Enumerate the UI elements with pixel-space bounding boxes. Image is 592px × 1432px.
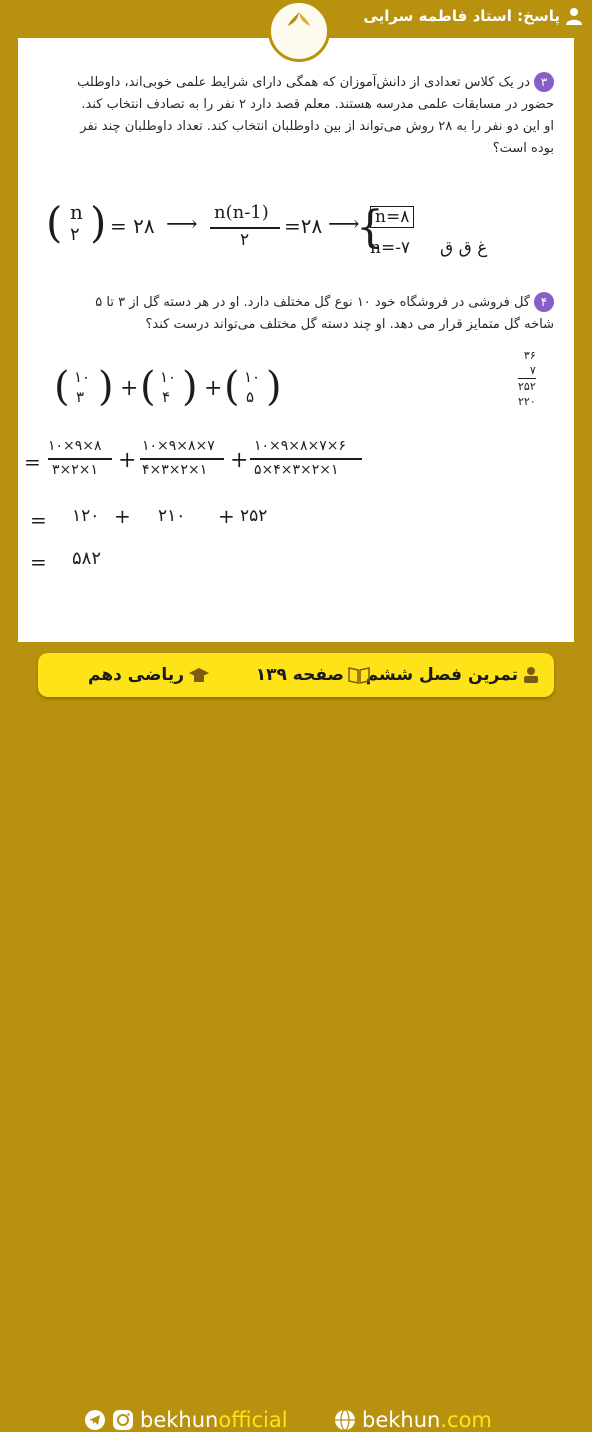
plus-sign: + bbox=[120, 376, 139, 401]
website-link[interactable] bbox=[334, 1408, 492, 1432]
answer-label bbox=[363, 7, 582, 25]
subject-text: ریاضی دهم bbox=[88, 665, 184, 685]
binom1-top: ۱۰ bbox=[74, 368, 91, 386]
side-calc-4: ۲۲۰ bbox=[518, 395, 536, 408]
q3-line-2: حضور در مسابقات علمی مدرسه هستند. معلم قصد دارد ۲ نفر را به تصادف انتخاب کند. bbox=[81, 97, 554, 112]
answer-text: پاسخ: استاد فاطمه سرایی bbox=[363, 7, 560, 25]
user-icon bbox=[566, 7, 582, 25]
question-3-number: ۳ bbox=[534, 72, 554, 92]
q3-line-4: بوده است؟ bbox=[492, 141, 554, 156]
binom-right-paren: ) bbox=[90, 198, 107, 247]
social-handle[interactable] bbox=[84, 1408, 288, 1432]
side-calc-1: ۳۶ bbox=[523, 349, 536, 362]
fraction3-bar bbox=[250, 458, 362, 460]
page-text: صفحه ۱۳۹ bbox=[255, 665, 344, 685]
fraction1-bar bbox=[48, 458, 112, 460]
binom2-bottom: ۴ bbox=[162, 388, 171, 406]
brace-icon: { bbox=[356, 202, 384, 253]
fraction2-denominator: ۴×۳×۲×۱ bbox=[142, 462, 208, 478]
plus-sign: + bbox=[118, 448, 137, 473]
arrow-icon: ⟶ bbox=[328, 212, 360, 237]
rejected-note: غ ق ق bbox=[440, 238, 488, 258]
paren-icon: ( bbox=[224, 364, 240, 410]
plus-sign: + bbox=[204, 376, 223, 401]
graduation-cap-icon bbox=[188, 666, 210, 684]
binom3-top: ۱۰ bbox=[244, 368, 261, 386]
plus-sign: + bbox=[218, 504, 235, 528]
website-text: bekhun.com bbox=[362, 1408, 492, 1432]
social-handle-text: bekhunofficial bbox=[140, 1408, 288, 1432]
fraction2-numerator: ۱۰×۹×۸×۷ bbox=[142, 438, 215, 454]
binom2-top: ۱۰ bbox=[160, 368, 177, 386]
plus-sign: + bbox=[230, 448, 249, 473]
worksheet bbox=[18, 38, 574, 642]
arrow-icon: ⟶ bbox=[166, 212, 198, 237]
value-210: ۲۱۰ bbox=[158, 506, 186, 526]
paren-icon: ) bbox=[266, 364, 282, 410]
equals-sign: = bbox=[24, 450, 41, 474]
binom-left-paren: ( bbox=[46, 198, 63, 247]
fraction2-bar bbox=[140, 458, 224, 460]
fraction-bar bbox=[210, 227, 280, 229]
result-582: ۵۸۲ bbox=[72, 548, 102, 569]
paren-icon: ( bbox=[54, 364, 70, 410]
bekhun-logo bbox=[268, 0, 330, 62]
eq-28-first: = ۲۸ bbox=[110, 214, 155, 238]
plus-sign: + bbox=[114, 504, 131, 528]
fraction1-numerator: ۱۰×۹×۸ bbox=[48, 438, 102, 454]
q4-line-2: شاخه گل متمایز قرار می دهد. او چند دسته گل مختلف می‌تواند درست کند؟ bbox=[145, 317, 554, 332]
fraction3-denominator: ۵×۴×۳×۲×۱ bbox=[254, 462, 339, 478]
book-icon bbox=[348, 666, 370, 684]
equals-sign: = bbox=[30, 508, 47, 532]
q3-line-3: او این دو نفر را به ۲۸ روش می‌تواند از بین داوطلبان انتخاب کند. تعداد داوطلبان چند نفر bbox=[80, 119, 554, 134]
fraction1-denominator: ۳×۲×۱ bbox=[52, 462, 99, 478]
binom3-bottom: ۵ bbox=[246, 388, 255, 406]
paren-icon: ) bbox=[182, 364, 198, 410]
exercise-text: تمرین فصل ششم bbox=[365, 665, 518, 685]
info-bar bbox=[38, 653, 554, 697]
side-calc-3: ۲۵۲ bbox=[518, 380, 536, 393]
footer bbox=[0, 700, 592, 1432]
question-4 bbox=[34, 292, 554, 336]
fraction3-numerator: ۱۰×۹×۸×۷×۶ bbox=[254, 438, 347, 454]
instagram-icon[interactable] bbox=[112, 1409, 134, 1431]
side-calc-2: ۷ bbox=[529, 364, 536, 377]
value-120: ۱۲۰ bbox=[72, 506, 100, 526]
q4-line-1: گل فروشی در فروشگاه خود ۱۰ نوع گل مختلف دارد. او در هر دسته گل از ۳ تا ۵ bbox=[95, 295, 530, 310]
exercise-label bbox=[366, 653, 540, 697]
side-calculation bbox=[518, 348, 536, 409]
teacher-icon bbox=[522, 666, 540, 684]
paren-icon: ( bbox=[140, 364, 156, 410]
fraction-numerator: n(n-1) bbox=[214, 202, 269, 223]
paren-icon: ) bbox=[98, 364, 114, 410]
value-252: ۲۵۲ bbox=[240, 506, 268, 526]
solution-n-8: n=۸ bbox=[370, 206, 414, 228]
question-4-number: ۴ bbox=[534, 292, 554, 312]
telegram-icon[interactable] bbox=[84, 1409, 106, 1431]
subject-label bbox=[88, 653, 210, 697]
binom1-bottom: ۳ bbox=[76, 388, 85, 406]
equals-sign: = bbox=[30, 550, 47, 574]
eq-28-second: =۲۸ bbox=[284, 214, 323, 238]
q3-line-1: در یک کلاس تعدادی از دانش‌آموزان که همگی دارای شرایط علمی خوبی‌اند، داوطلب bbox=[77, 75, 530, 90]
binom-bottom: ۲ bbox=[70, 224, 80, 245]
solution-n-minus-7: n=-۷ bbox=[370, 238, 411, 258]
logo-icon bbox=[276, 8, 322, 54]
globe-icon[interactable] bbox=[334, 1409, 356, 1431]
binom-top: n bbox=[70, 200, 83, 224]
question-3 bbox=[34, 72, 554, 160]
fraction-denominator: ۲ bbox=[240, 230, 250, 250]
page-label bbox=[256, 653, 370, 697]
